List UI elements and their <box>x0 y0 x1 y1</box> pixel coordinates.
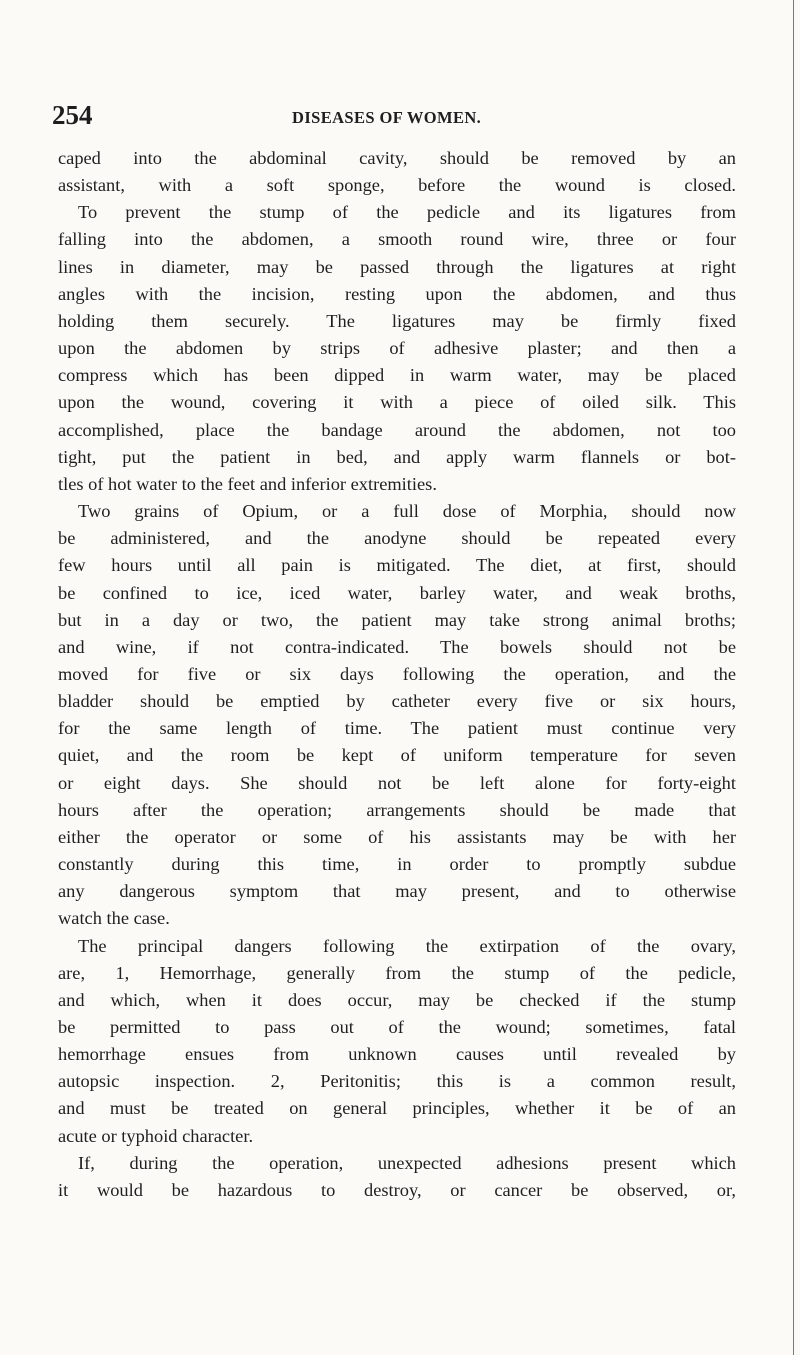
text-line: and must be treated on general principles, whether it be of an <box>58 1098 736 1119</box>
text-line: acute or typhoid character. <box>58 1125 254 1146</box>
text-line: accomplished, place the bandage around the abdomen, not too <box>58 419 736 440</box>
text-line: moved for five or six days following the operation, and the <box>58 663 736 684</box>
text-line: holding them securely. The ligatures may be firmly fixed <box>58 310 736 331</box>
text-line: assistant, with a soft sponge, before the wound is closed. <box>58 175 736 196</box>
text-line: lines in diameter, may be passed through the ligatures at right <box>58 256 736 277</box>
text-line: be permitted to pass out of the wound; sometimes, fatal <box>58 1017 736 1037</box>
text-line: quiet, and the room be kept of uniform temperature for seven <box>58 745 736 766</box>
page-number: 254 <box>52 100 93 130</box>
page-edge-line <box>793 0 794 1355</box>
text-line: for the same length of time. The patient must continue very <box>58 718 736 739</box>
text-line: it would be hazardous to destroy, or cancer be observed, or, <box>58 1179 736 1200</box>
text-line: tight, put the patient in bed, and apply warm flannels or bot- <box>58 446 736 467</box>
text-line: Two grains of Opium, or a full dose of Morphia, should now <box>78 501 736 522</box>
text-line: be confined to ice, iced water, barley water, and weak broths, <box>58 582 736 603</box>
text-line: but in a day or two, the patient may take strong animal broths; <box>58 609 736 630</box>
text-line: hemorrhage ensues from unknown causes until revealed by <box>58 1044 736 1065</box>
text-line: angles with the incision, resting upon the abdomen, and thus <box>58 283 736 304</box>
text-line: or eight days. She should not be left alone for forty-eight <box>58 772 736 793</box>
page-header <box>52 100 752 134</box>
text-line: any dangerous symptom that may present, and to otherwise <box>58 881 736 902</box>
text-line: few hours until all pain is mitigated. The diet, at first, should <box>58 555 736 576</box>
text-line: are, 1, Hemorrhage, generally from the stump of the pedicle, <box>58 962 736 983</box>
text-line: upon the abdomen by strips of adhesive plaster; and then a <box>58 338 736 359</box>
text-line: To prevent the stump of the pedicle and its ligatures from <box>78 202 736 223</box>
text-line: and wine, if not contra-indicated. The bowels should not be <box>58 636 736 657</box>
text-line: either the operator or some of his assistants may be with her <box>58 826 736 847</box>
text-line: hours after the operation; arrangements should be made that <box>58 799 736 820</box>
text-line: autopsic inspection. 2, Peritonitis; this is a common result, <box>58 1071 736 1092</box>
text-line: constantly during this time, in order to promptly subdue <box>58 854 736 875</box>
text-line: compress which has been dipped in warm water, may be placed <box>58 365 736 386</box>
text-line: caped into the abdominal cavity, should be removed by an <box>58 148 736 168</box>
text-line: falling into the abdomen, a smooth round wire, three or four <box>58 229 736 250</box>
text-line: upon the wound, covering it with a piece of oiled silk. This <box>58 392 736 413</box>
text-line: be administered, and the anodyne should be repeated every <box>58 528 736 549</box>
text-line: bladder should be emptied by catheter every five or six hours, <box>58 691 736 712</box>
text-line: tles of hot water to the feet and inferior extremities. <box>58 473 437 494</box>
text-line: and which, when it does occur, may be checked if the stump <box>58 989 736 1010</box>
text-line: watch the case. <box>58 908 170 929</box>
text-line: The principal dangers following the extirpation of the ovary, <box>78 935 736 956</box>
text-line: If, during the operation, unexpected adhesions present which <box>78 1152 736 1173</box>
running-head: DISEASES OF WOMEN. <box>292 108 482 127</box>
body-text <box>58 145 736 1204</box>
